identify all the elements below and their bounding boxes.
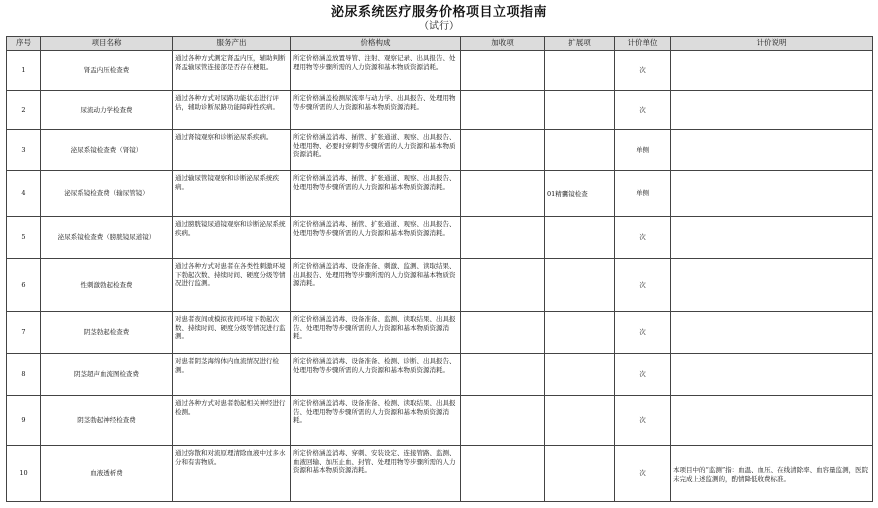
- cell-no: 5: [7, 217, 41, 259]
- cell-ext: [545, 354, 615, 396]
- cell-no: 7: [7, 312, 41, 354]
- cell-unit: 单侧: [615, 171, 671, 217]
- cell-name: 阴茎超声血流图检查费: [41, 354, 173, 396]
- cell-unit: 次: [615, 396, 671, 446]
- cell-addon: [461, 91, 545, 130]
- cell-addon: [461, 171, 545, 217]
- cell-ext: [545, 396, 615, 446]
- cell-output: 对患者夜间或模拟夜间环境下勃起次数、持续时间、硬度分级等情况进行监测。: [173, 312, 291, 354]
- cell-price: 所定价格涵盖消毒、设备准备、检测、诊断、出具报告、处理用物等步骤所需的人力资源和基本物质资源消耗。: [291, 354, 461, 396]
- document-subtitle: （试行）: [419, 21, 459, 32]
- table-row: [7, 91, 873, 130]
- cell-output: 通过膀胱镜尿道镜观察和诊断泌尿系统疾病。: [173, 217, 291, 259]
- cell-no: 4: [7, 171, 41, 217]
- cell-ext: [545, 91, 615, 130]
- cell-ext: [545, 217, 615, 259]
- cell-note: [671, 217, 873, 259]
- table-row: [7, 130, 873, 171]
- table-row: [7, 217, 873, 259]
- cell-ext: [545, 446, 615, 502]
- header-unit: 计价单位: [615, 37, 671, 51]
- header-addon: 加收项: [461, 37, 545, 51]
- cell-unit: 次: [615, 91, 671, 130]
- header-note: 计价说明: [671, 37, 873, 51]
- cell-output: 对患者阴茎海绵体内血流情况进行检测。: [173, 354, 291, 396]
- cell-note: [671, 171, 873, 217]
- table-row: [7, 354, 873, 396]
- cell-unit: 单侧: [615, 130, 671, 171]
- table-row: [7, 312, 873, 354]
- cell-price: 所定价格涵盖消毒、设备准备、检测、读取结果、出具报告、处理用物等步骤所需的人力资源和基本物质资源消耗。: [291, 396, 461, 446]
- table-row: [7, 446, 873, 502]
- cell-name: 泌尿系镜检查费（肾镜）: [41, 130, 173, 171]
- cell-note: 本项目中的“监测”指：血温、血压、在线清除率、血容量监测，医院未完成上述监测的，酌情降低收费标准。: [671, 446, 873, 502]
- cell-no: 2: [7, 91, 41, 130]
- cell-ext: 01精囊镜检查: [545, 171, 615, 217]
- cell-output: 通过各种方式对患者勃起相关神经进行检测。: [173, 396, 291, 446]
- cell-name: 阴茎勃起检查费: [41, 312, 173, 354]
- cell-output: 通过各种方式对尿路功能状态进行评估，辅助诊断尿路功能障碍性疾病。: [173, 91, 291, 130]
- cell-addon: [461, 354, 545, 396]
- cell-unit: 次: [615, 312, 671, 354]
- cell-addon: [461, 51, 545, 91]
- cell-note: [671, 354, 873, 396]
- cell-price: 所定价格涵盖消毒、设备准备、刺激、监测、读取结果、出具报告、处理用物等步骤所需的人力资源和基本物质资源消耗。: [291, 259, 461, 312]
- document-title: 泌尿系统医疗服务价格项目立项指南: [330, 5, 547, 20]
- cell-ext: [545, 312, 615, 354]
- table-row: [7, 51, 873, 91]
- table-row: [7, 259, 873, 312]
- cell-output: 通过肾镜观察和诊断泌尿系疾病。: [173, 130, 291, 171]
- cell-unit: 次: [615, 217, 671, 259]
- cell-name: 泌尿系镜检查费（输尿管镜）: [41, 171, 173, 217]
- price-item-table: [6, 36, 873, 502]
- cell-note: [671, 130, 873, 171]
- cell-no: 3: [7, 130, 41, 171]
- cell-note: [671, 396, 873, 446]
- cell-price: 所定价格涵盖消毒、插管、扩张通道、观察、出具报告、处理用物等步骤所需的人力资源和基本物质资源消耗。: [291, 171, 461, 217]
- cell-name: 肾盂内压检查费: [41, 51, 173, 91]
- cell-price: 所定价格涵盖消毒、设备准备、监测、读取结果、出具报告、处理用物等步骤所需的人力资源和基本物质资源消耗。: [291, 312, 461, 354]
- cell-addon: [461, 259, 545, 312]
- cell-name: 性刺激勃起检查费: [41, 259, 173, 312]
- cell-addon: [461, 130, 545, 171]
- header-no: 序号: [7, 37, 41, 51]
- cell-note: [671, 91, 873, 130]
- cell-note: [671, 51, 873, 91]
- cell-price: 所定价格涵盖检测尿流率与动力学、出具报告、处理用物等步骤所需的人力资源和基本物质资源消耗。: [291, 91, 461, 130]
- cell-note: [671, 259, 873, 312]
- header-output: 服务产出: [173, 37, 291, 51]
- cell-unit: 次: [615, 354, 671, 396]
- cell-ext: [545, 130, 615, 171]
- table-header-row: [7, 37, 873, 51]
- cell-output: 通过各种方式测定肾盂内压，辅助判断肾盂输尿管连接部是否存在梗阻。: [173, 51, 291, 91]
- cell-unit: 次: [615, 259, 671, 312]
- cell-name: 阴茎勃起神经检查费: [41, 396, 173, 446]
- cell-no: 9: [7, 396, 41, 446]
- cell-no: 10: [7, 446, 41, 502]
- header-ext: 扩展项: [545, 37, 615, 51]
- cell-no: 1: [7, 51, 41, 91]
- header-name: 项目名称: [41, 37, 173, 51]
- cell-ext: [545, 51, 615, 91]
- table-row: [7, 171, 873, 217]
- cell-addon: [461, 446, 545, 502]
- cell-name: 尿流动力学检查费: [41, 91, 173, 130]
- cell-name: 血液透析费: [41, 446, 173, 502]
- cell-addon: [461, 396, 545, 446]
- table-row: [7, 396, 873, 446]
- cell-output: 通过各种方式对患者在各类性刺激环境下勃起次数、持续时间、硬度分级等情况进行监测。: [173, 259, 291, 312]
- cell-price: 所定价格涵盖放置导管、注射、观察记录、出具报告、处理用物等步骤所需的人力资源和基本物质资源消耗。: [291, 51, 461, 91]
- cell-no: 8: [7, 354, 41, 396]
- cell-addon: [461, 217, 545, 259]
- cell-output: 通过输尿管镜观察和诊断泌尿系统疾病。: [173, 171, 291, 217]
- cell-price: 所定价格涵盖消毒、穿刺、安装设定、连接管路、监测、血液回输、加压止血、封管、处理用物等步骤所需的人力资源和基本物质资源消耗。: [291, 446, 461, 502]
- cell-output: 通过弥散和对流原理清除血液中过多水分和有害物质。: [173, 446, 291, 502]
- cell-unit: 次: [615, 51, 671, 91]
- cell-note: [671, 312, 873, 354]
- header-price: 价格构成: [291, 37, 461, 51]
- cell-unit: 次: [615, 446, 671, 502]
- cell-price: 所定价格涵盖消毒、插管、扩张通道、观察、出具报告、处理用物、必要时穿刺等步骤所需的人力资源和基本物质资源消耗。: [291, 130, 461, 171]
- cell-name: 泌尿系镜检查费（膀胱镜尿道镜）: [41, 217, 173, 259]
- cell-no: 6: [7, 259, 41, 312]
- cell-price: 所定价格涵盖消毒、插管、扩张通道、观察、出具报告、处理用物等步骤所需的人力资源和基本物质资源消耗。: [291, 217, 461, 259]
- cell-addon: [461, 312, 545, 354]
- cell-ext: [545, 259, 615, 312]
